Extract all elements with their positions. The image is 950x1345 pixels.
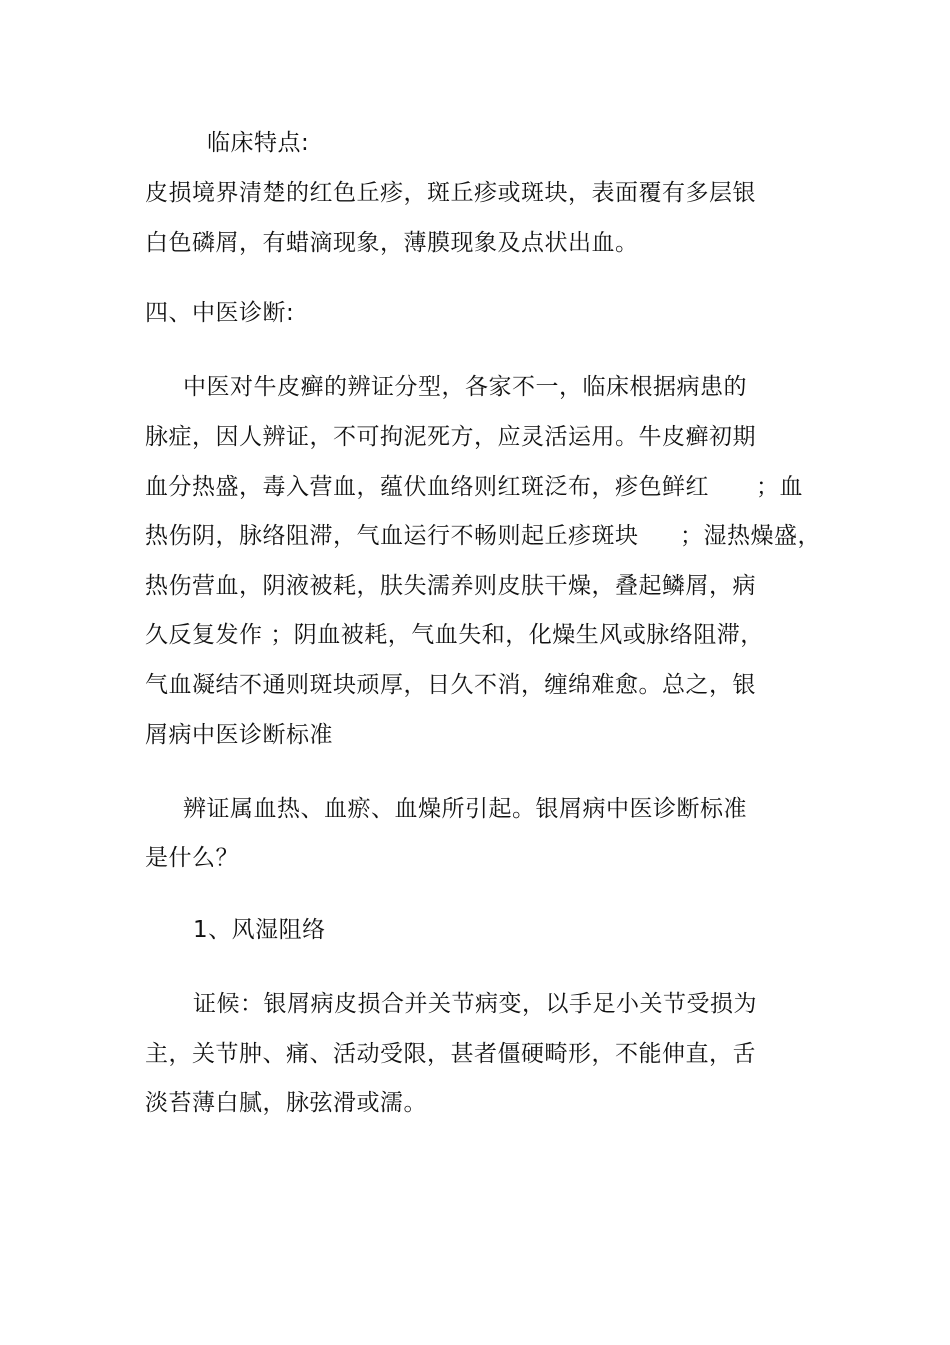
para1-line-6: 久反复发作 ；阴血被耗，气血失和，化燥生风或脉络阻滞， xyxy=(145,622,764,648)
item1-line-3: 淡苔薄白腻，脉弦滑或濡。 xyxy=(145,1090,427,1116)
item1-line-2: 主，关节肿、痛、活动受限，甚者僵硬畸形，不能伸直，舌 xyxy=(145,1041,756,1067)
section-4-heading: 四、中医诊断: xyxy=(145,300,295,326)
para1-line-2: 脉症，因人辨证，不可拘泥死方，应灵活运用。牛皮癣初期 xyxy=(145,424,756,450)
para1-line-8: 屑病中医诊断标准 xyxy=(145,722,333,748)
para1-line-1: 中医对牛皮癣的辨证分型，各家不一，临床根据病患的 xyxy=(183,374,747,400)
para1-line-7: 气血凝结不通则斑块顽厚，日久不消，缠绵难愈。总之，银 xyxy=(145,672,756,698)
item1-line-1: 证候：银屑病皮损合并关节病变，以手足小关节受损为 xyxy=(193,991,757,1017)
para2-line-2: 是什么？ xyxy=(145,845,239,871)
para1-line-5: 热伤营血，阴液被耗，肤失濡养则皮肤干燥，叠起鳞屑，病 xyxy=(145,573,756,599)
item1-heading: 1、风湿阻络 xyxy=(193,917,326,943)
clinical-line-2: 白色磷屑，有蜡滴现象，薄膜现象及点状出血。 xyxy=(145,230,639,256)
clinical-line-1: 皮损境界清楚的红色丘疹，斑丘疹或斑块，表面覆有多层银 xyxy=(145,180,756,206)
para1-line-3: 血分热盛，毒入营血，蕴伏血络则红斑泛布，疹色鲜红 xyxy=(145,474,709,500)
clinical-heading: 临床特点: xyxy=(207,130,310,156)
para1-line-4-tail: ；湿热燥盛， xyxy=(680,523,821,549)
para1-line-4: 热伤阴，脉络阻滞，气血运行不畅则起丘疹斑块 xyxy=(145,523,639,549)
para2-line-1: 辨证属血热、血瘀、血燥所引起。银屑病中医诊断标准 xyxy=(183,796,747,822)
para1-line-3-tail: ；血 xyxy=(756,474,803,500)
